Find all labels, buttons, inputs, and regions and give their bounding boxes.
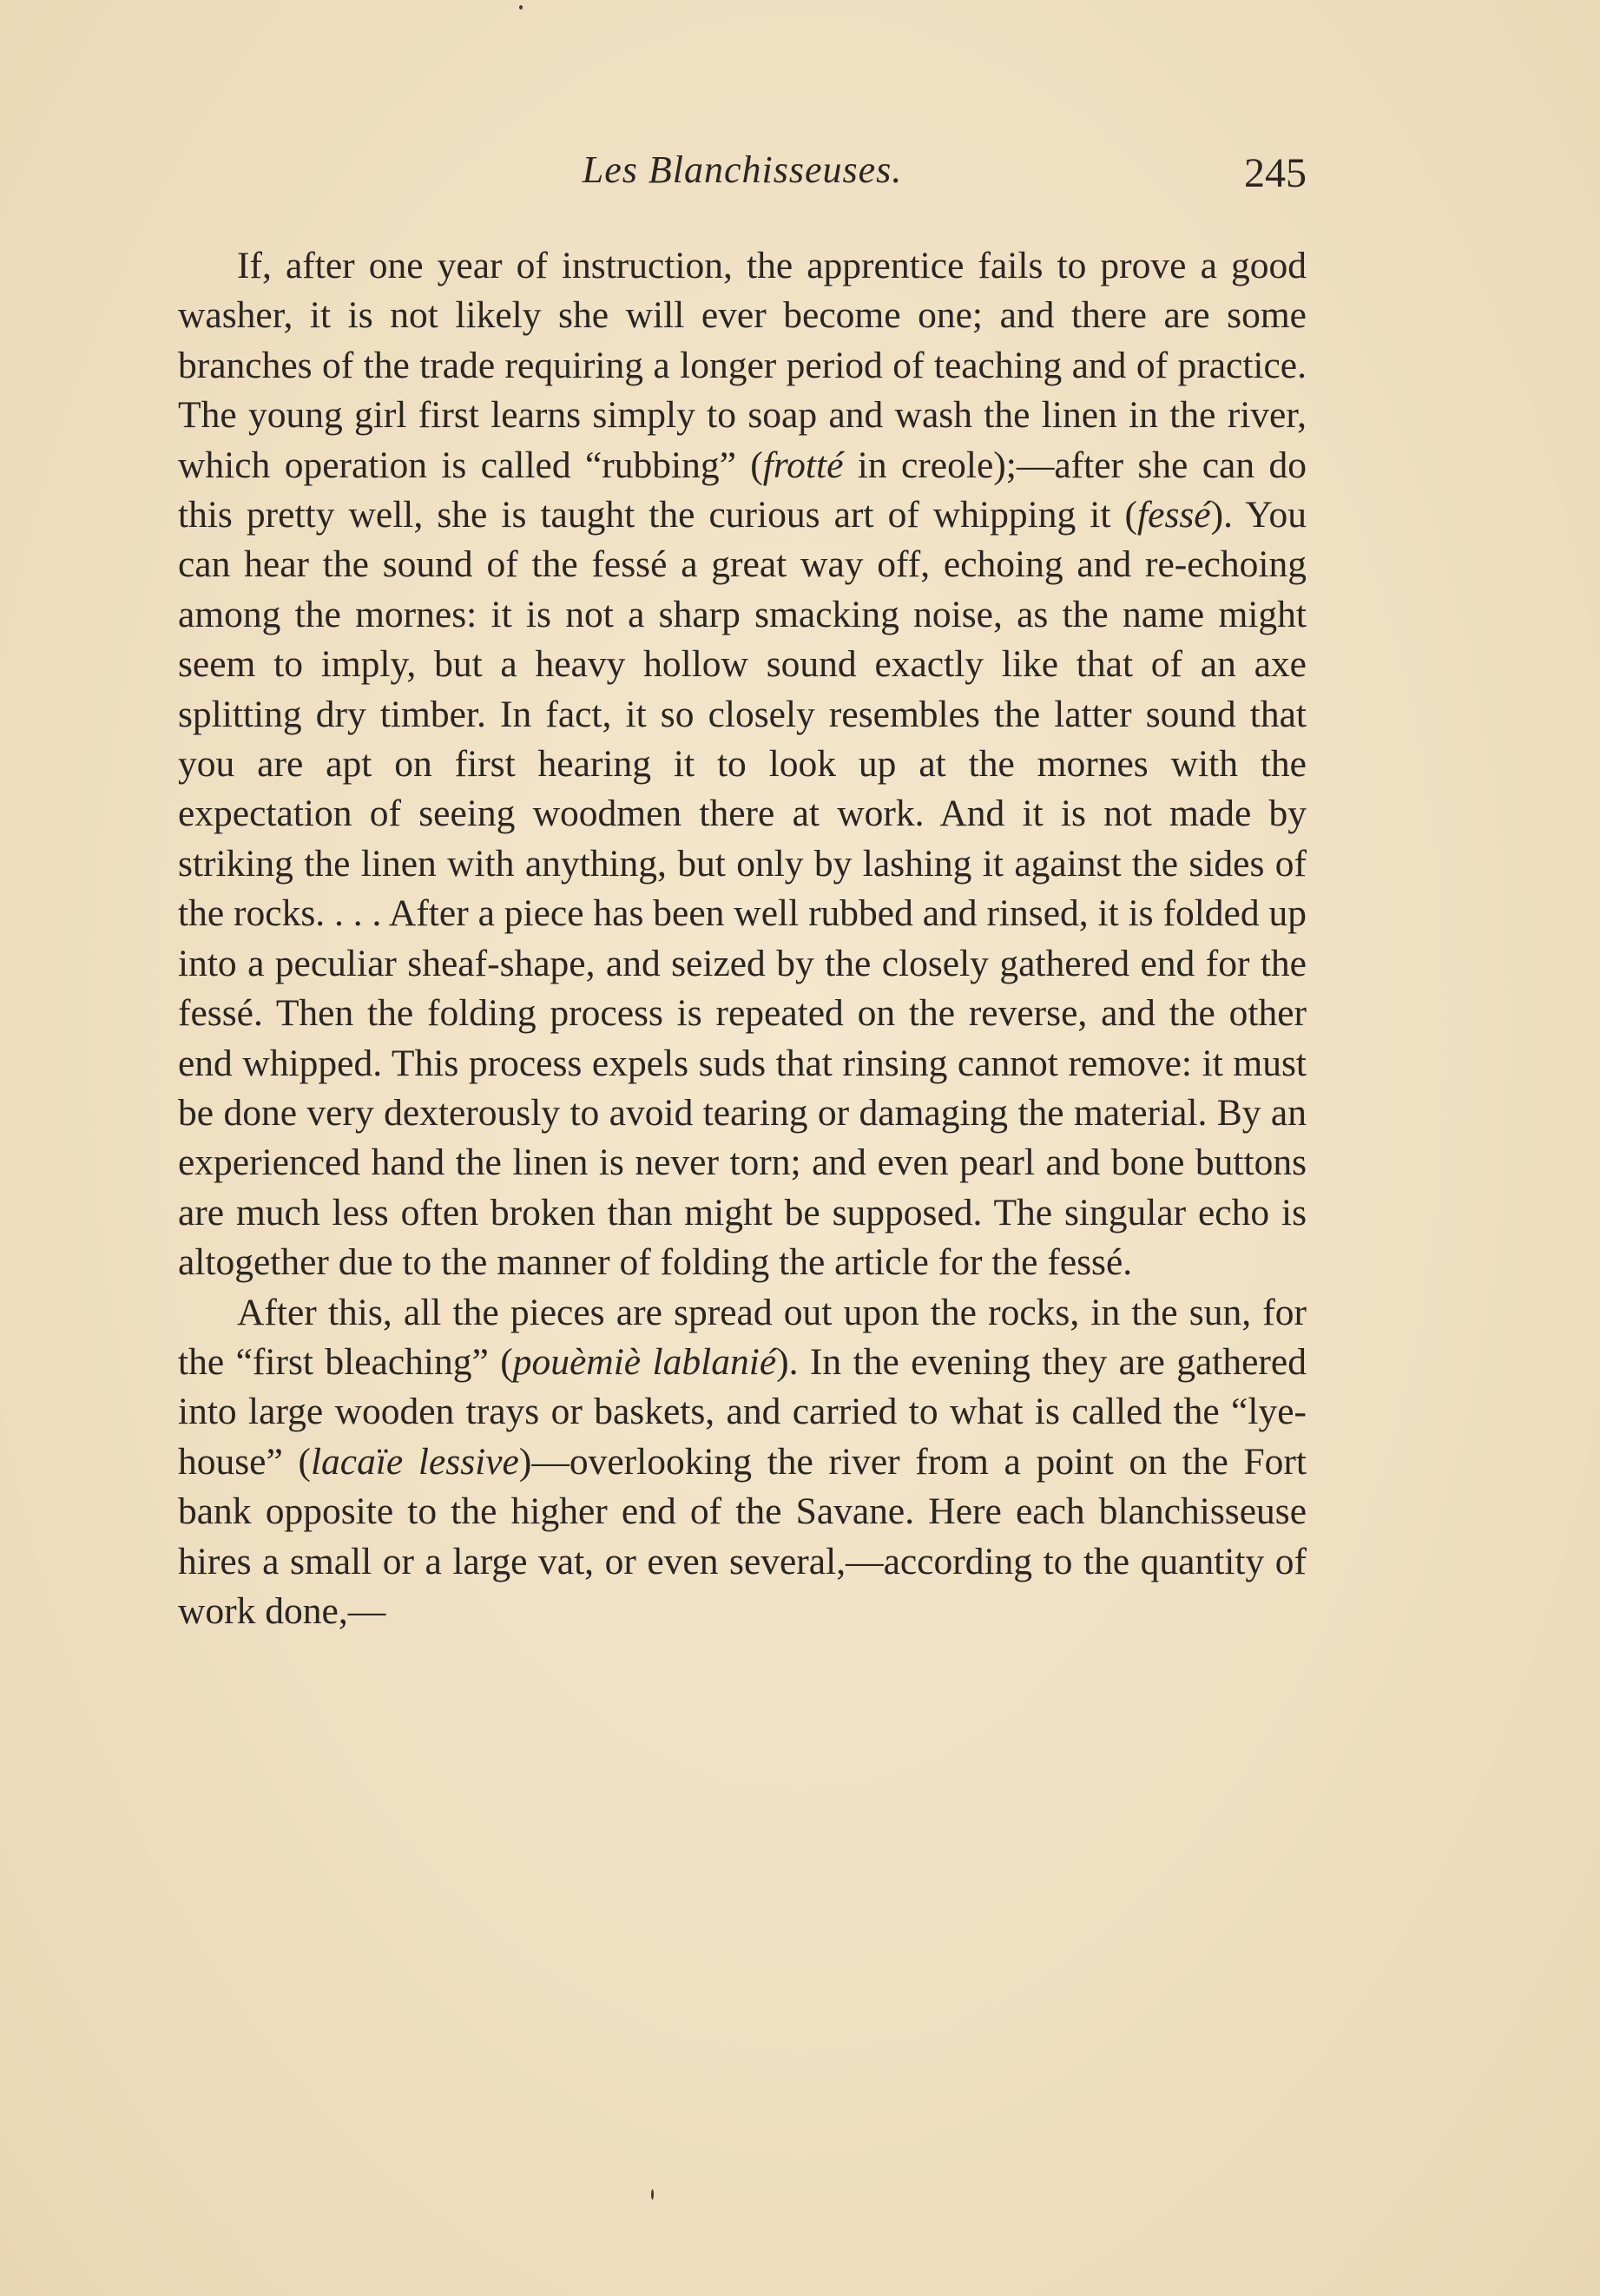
text-segment: ). In the evening they are gathered into large wooden trays or baskets, and carried to what is called the “lye-house” ( xyxy=(178,1340,1307,1483)
ink-speck xyxy=(651,2189,654,2200)
paragraph-1 xyxy=(178,241,1307,1288)
running-title: Les Blanchisseuses. xyxy=(582,148,903,191)
ink-speck xyxy=(519,5,523,10)
body-text xyxy=(178,241,1307,1636)
text-segment: in creole);—after she can do this pretty well, she is taught the curious art of whipping it ( xyxy=(178,444,1307,536)
text-segment: ). You can hear the sound of the fessé a great way off, echoing and re-echoing among the mornes: it is not a sharp smacking noise, as the name might seem to imply, but a heavy hollow sound exactly like that of an axe splitting dry timber. In fact, it so closely resembles the latter sound that you are apt on first hearing it to look up at the mornes with the expectation of seeing woodmen there at work. And it is not made by striking the linen with anything, but only by lashing it against the sides of the rocks. . . . After a piece has been well rubbed and rinsed, it is folded up into a peculiar sheaf-shape, and seized by the closely gathered end for the fessé. Then the folding process is repeated on the reverse, and the other end whipped. This process expels suds that rinsing cannot remove: it must be done very dexterously to avoid tearing or damaging the material. By an experienced hand the linen is never torn; and even pearl and bone buttons are much less often broken than might be supposed. The singular echo is altogether due to the manner of folding the article for the fessé. xyxy=(178,494,1307,1284)
creole-term-fesse: fessé xyxy=(1137,494,1211,536)
creole-term-frotte: frotté xyxy=(762,444,844,486)
page-number: 245 xyxy=(1244,150,1307,196)
creole-term-lacaie-lessive: lacaïe lessive xyxy=(310,1440,519,1483)
text-segment: After this, all the pieces are spread out upon the rocks, in the sun, for the “first bleaching” ( xyxy=(178,1291,1307,1383)
text-segment: )—overlooking the river from a point on the Fort bank opposite to the higher end of the Savane. Here each blanchisseuse hires a small or a large vat, or even several,—according to the quantity of work done,— xyxy=(178,1440,1307,1632)
running-head xyxy=(178,148,1307,208)
creole-term-pouemie-lablanie: pouèmiè lablanié xyxy=(512,1340,777,1383)
text-segment: If, after one year of instruction, the apprentice fails to prove a good washer, it is not likely she will ever become one; and there are some branches of the trade requiring a longer period of teaching and of practice. The young girl first learns simply to soap and wash the linen in the river, which operation is called “rubbing” ( xyxy=(178,245,1307,486)
paragraph-2 xyxy=(178,1288,1307,1637)
